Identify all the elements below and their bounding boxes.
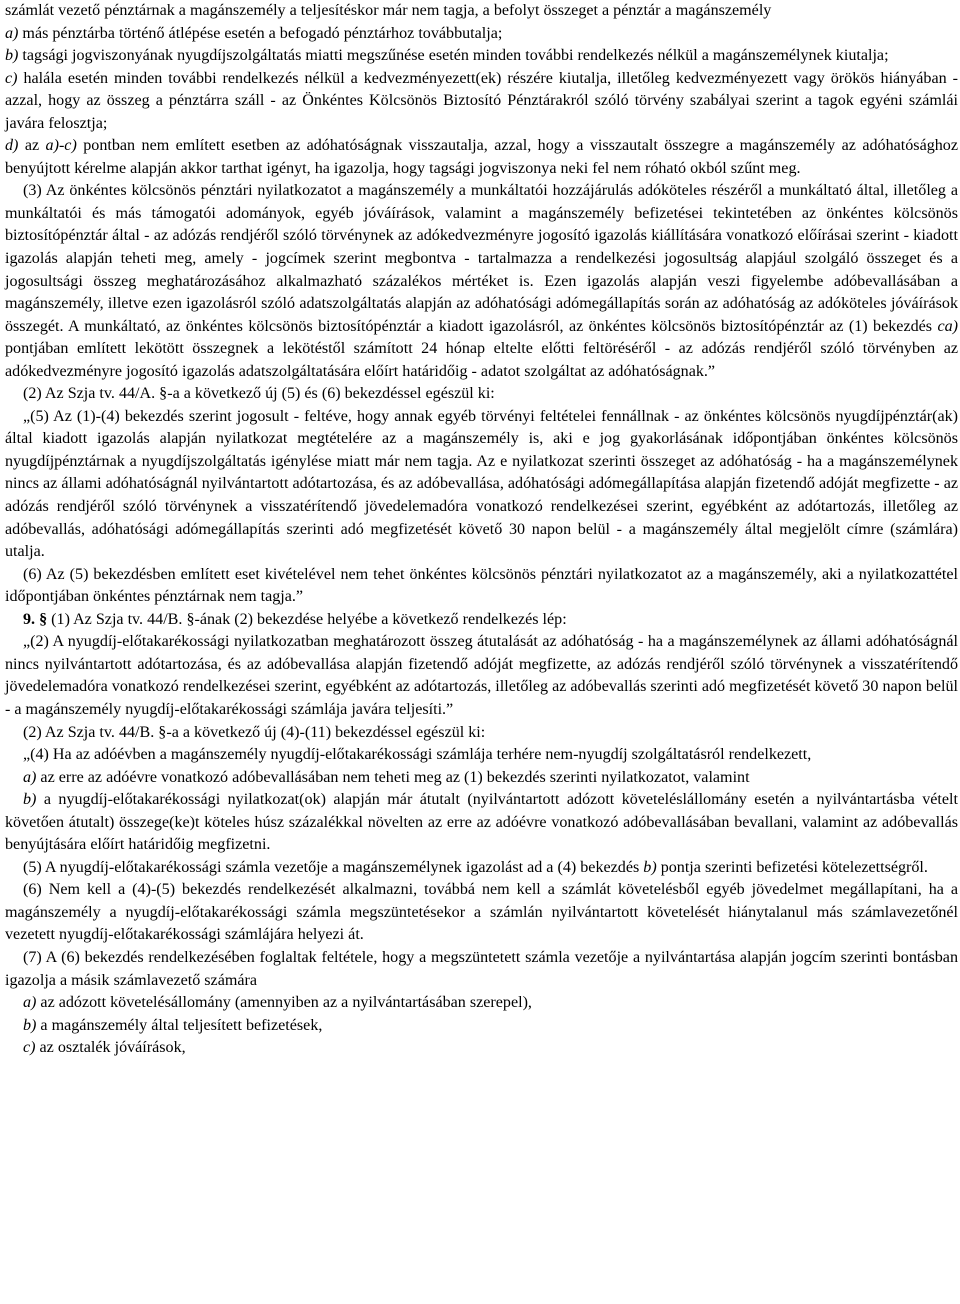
- paragraph: [5, 23, 958, 46]
- italic-text: b): [23, 791, 37, 809]
- text-run: „(2) A nyugdíj-előtakarékossági nyilatkozatban meghatározott összeg átutalását az adóhatóság - ha a magánszemélynek az állami adóhatóságnál nincs nyilvántartott adótartozása, és az adóbevallása alapján fizetendő adóját megfizette, az adózás rendjéről szóló törvénynek a visszatérítendő jövedelemadóra vonatkozó rendelkezései szerint, egyébként az adótartozás, illetőleg az adóbevallás szerinti adó megfizetését követő 30 napon belül - a magánszemély nyugdíj-előtakarékossági számlája javára teljesíti.”: [5, 633, 958, 718]
- text-run: halála esetén minden további rendelkezés nélkül a kedvezményezett(ek) részére kiutalja, illetőleg kedvezményezett vagy örökös hiányában - azzal, hogy az összeg a pénztárra száll - az Önkéntes Kölcsönös Biztosító Pénztárakról szóló törvény szabályai szerint a tagok egyéni számlái javára felosztja;: [5, 69, 958, 132]
- italic-text: b): [643, 858, 657, 876]
- italic-text: a): [23, 768, 37, 786]
- paragraph: [5, 180, 958, 383]
- bold-text: 9. §: [23, 610, 48, 628]
- italic-text: a)-c): [45, 137, 77, 155]
- text-run: (5) A nyugdíj-előtakarékossági számla vezetője a magánszemélynek igazolást ad a (4) bekezdés: [23, 858, 644, 876]
- text-run: (7) A (6) bekezdés rendelkezésében foglaltak feltétele, hogy a megszüntetett számla vezetője a nyilvántartása alapján jogcím szerinti bontásban igazolja a másik számlavezető számára: [5, 948, 958, 989]
- paragraph: [5, 135, 958, 180]
- text-run: (3) Az önkéntes kölcsönös pénztári nyilatkozatot a magánszemély a munkáltatói hozzájárulás adóköteles részéről a munkáltató által, illetőleg a munkáltatói és más támogatói adományok, egyéb jóváírások, valamint a magánszemély befizetései tekintetében az önkéntes kölcsönös biztosítópénztár által - az adózás rendjéről szóló törvénynek az adókedvezményre jogosító igazolás kiállítására vonatkozó előírásai szerint - kiadott igazolás alapján teheti meg, amely - jogcímek szerint megbontva - tartalmazza a rendelkezési jogosultság alapjául szolgáló összeget és a jogosultsági összeg meghatározásához alkalmazható százalékos mértéket is. Ezen igazolás alapján veszi figyelembe adóbevallásában a magánszemély, illetve ezen igazolásról szóló adatszolgáltatás alapján az adóhatósági adómegállapítás során az adóhatóság az adóköteles jóváírások összegét. A munkáltató, az önkéntes kölcsönös biztosítópénztár a kiadott igazolásról, az önkéntes kölcsönös biztosítópénztár az (1) bekezdés: [5, 182, 958, 335]
- text-run: (6) Az (5) bekezdésben említett eset kivételével nem tehet önkéntes kölcsönös pénztári nyilatkozatot az a magánszemély, aki a nyilatkozattétel időpontjában önkéntes pénztárnak nem tagja.”: [5, 565, 958, 606]
- paragraph: [5, 857, 958, 880]
- text-run: a magánszemély által teljesített befizetések,: [36, 1016, 323, 1034]
- text-run: (6) Nem kell a (4)-(5) bekezdés rendelkezését alkalmazni, továbbá nem kell a számlát követelésből egyéb jövedelmet megállapítani, ha a magánszemély a nyugdíj-előtakarékossági számla megszüntetésekor a számlán nyilvántartott követelését hiánytalanul más számlavezetőnél vezetett nyugdíj-előtakarékossági számlájára helyezi át.: [5, 881, 958, 944]
- paragraph: [5, 383, 958, 406]
- paragraph: [5, 767, 958, 790]
- text-run: „(4) Ha az adóévben a magánszemély nyugdíj-előtakarékossági számlája terhére nem-nyugdíj szolgáltatásról rendelkezett,: [23, 746, 812, 764]
- paragraph: [5, 406, 958, 564]
- paragraph: [5, 722, 958, 745]
- italic-text: ca): [937, 317, 958, 335]
- text-run: pontja szerinti befizetési kötelezettségről.: [656, 858, 928, 876]
- text-run: „(5) Az (1)-(4) bekezdés szerint jogosult - feltéve, hogy annak egyéb törvényi feltételei fennállnak - az önkéntes kölcsönös nyugdíjpénztár(ak) által kiadott igazolás alapján nyilatkozat megtételére az a magánszemély is, aki e jog gyakorlásának időpontjában önkéntes kölcsönös nyugdíjpénztárnak a nyugdíjszolgáltatás igénylése miatt már nem tagja. Az e nyilatkozat szerinti összeget az adóhatóság - ha a magánszemélynek nincs az állami adóhatóságnál nyilvántartott adótartozása, és az adóbevallása, adóhatósági adómegállapítása alapján fizetendő adóját megfizette - az adózás rendjéről szóló törvénynek a visszatérítendő jövedelemadóra vonatkozó rendelkezései szerint, egyébként az adótartozás, illetőleg az adóbevallás, adóhatósági adómegállapítás szerinti adó megfizetését követő 30 napon belül - a magánszemély által megjelölt címre (számlára) utalja.: [5, 407, 958, 561]
- paragraph: [5, 992, 958, 1015]
- text-run: pontban nem említett esetben az adóhatóságnak visszautalja, azzal, hogy a visszautalt összegre a magánszemély az adóhatósághoz benyújtott kérelme alapján akkor tarthat igényt, ha igazolja, hogy tagsági jogviszonya neki fel nem róható okból szűnt meg.: [5, 137, 958, 177]
- italic-text: d): [5, 137, 19, 155]
- text-run: pontjában említett lekötött összegnek a lekötéstől számított 24 hónap eltelte előtti feltöréséről - az adózás rendjéről szóló törvényben az adókedvezményre jogosító igazolás adatszolgáltatására előírt határidőig - adatot szolgáltat az adóhatóságnak.”: [5, 340, 958, 380]
- text-run: az adózott követelésállomány (amennyiben az a nyilvántartásában szerepel),: [36, 994, 532, 1012]
- paragraph: [5, 1015, 958, 1038]
- paragraph: [5, 564, 958, 609]
- text-run: az osztalék jóváírások,: [35, 1039, 186, 1057]
- paragraph: [5, 68, 958, 136]
- paragraph: [5, 947, 958, 992]
- paragraph: [5, 0, 958, 23]
- paragraph: [5, 879, 958, 947]
- italic-text: b): [23, 1016, 37, 1034]
- italic-text: a): [5, 24, 19, 42]
- text-run: számlát vezető pénztárnak a magánszemély a teljesítéskor már nem tagja, a befolyt összeget a pénztár a magánszemély: [5, 2, 772, 19]
- paragraph: [5, 609, 958, 632]
- paragraph: [5, 1037, 958, 1060]
- italic-text: a): [23, 994, 37, 1012]
- italic-text: c): [23, 1039, 36, 1057]
- paragraph: [5, 45, 958, 68]
- text-run: az erre az adóévre vonatkozó adóbevallásában nem teheti meg az (1) bekezdés szerinti nyilatkozatot, valamint: [36, 768, 750, 786]
- italic-text: b): [5, 47, 19, 65]
- italic-text: c): [5, 69, 18, 87]
- paragraph: [5, 744, 958, 767]
- text-run: (1) Az Szja tv. 44/B. §-ának (2) bekezdése helyébe a következő rendelkezés lép:: [47, 610, 567, 628]
- text-run: más pénztárba történő átlépése esetén a befogadó pénztárhoz továbbutalja;: [18, 24, 503, 42]
- paragraph: [5, 631, 958, 721]
- paragraph: [5, 789, 958, 857]
- text-run: tagsági jogviszonyának nyugdíjszolgáltatás miatti megszűnése esetén minden további rendelkezés nélkül a magánszemélynek kiutalja;: [18, 47, 889, 65]
- text-run: a nyugdíj-előtakarékossági nyilatkozat(ok) alapján már átutalt (nyilvántartott adózott követeléslállomány esetén a nyilvántartásba vételt követően átutalt) összege(ke)t köteles húsz százalékkal növelten az erre az adóévre vonatkozó adóbevallásában bevallani, valamint az adóbevallás benyújtására előírt határidőig megfizetni.: [5, 791, 958, 854]
- text-run: az: [18, 137, 46, 155]
- text-run: (2) Az Szja tv. 44/A. §-a a következő új (5) és (6) bekezdéssel egészül ki:: [23, 385, 495, 403]
- text-run: (2) Az Szja tv. 44/B. §-a a következő új (4)-(11) bekezdéssel egészül ki:: [23, 723, 486, 741]
